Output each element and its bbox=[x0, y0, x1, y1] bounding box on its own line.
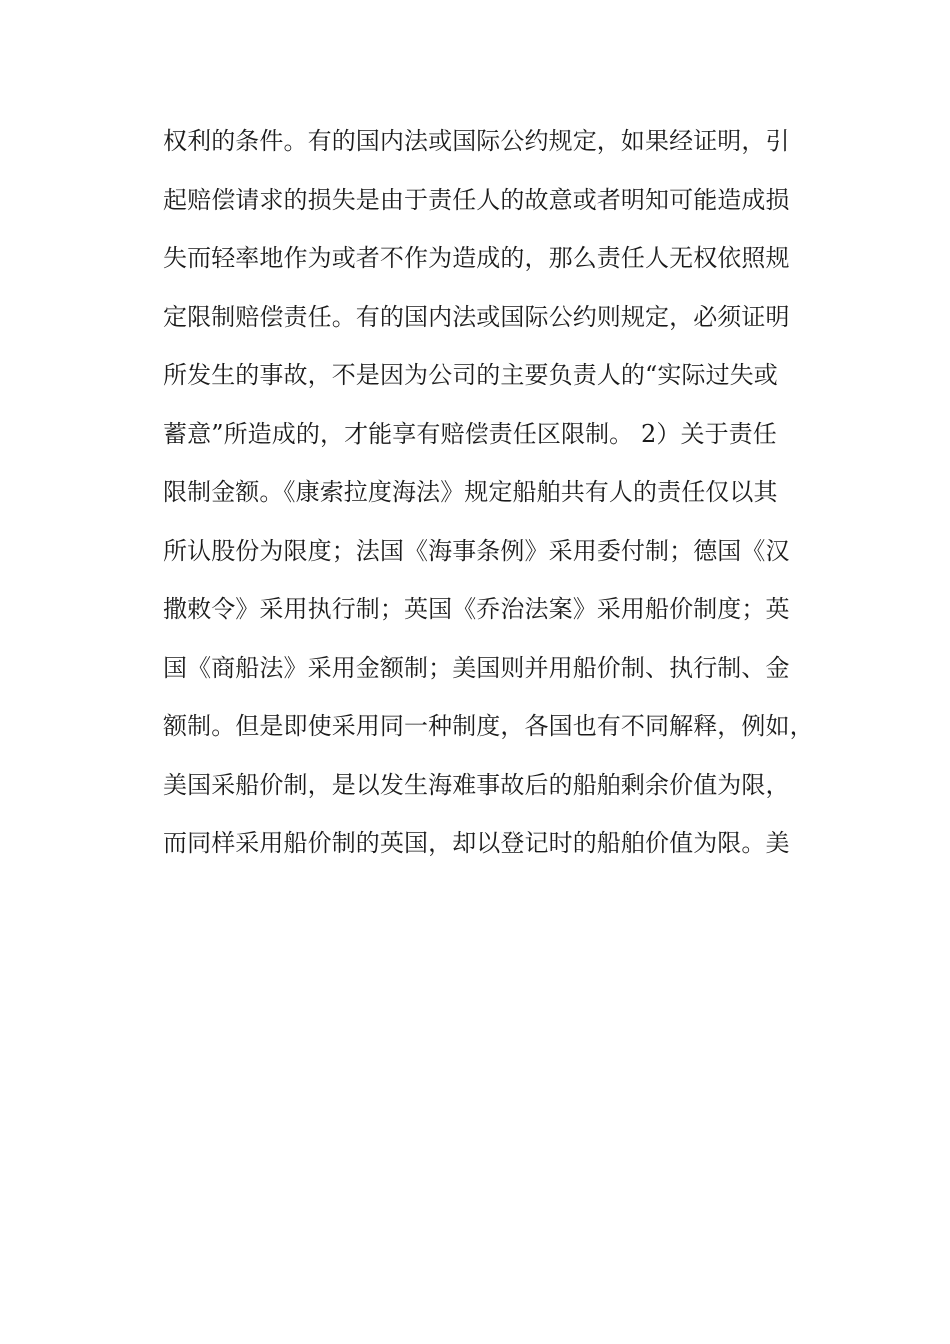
body-paragraph bbox=[163, 121, 814, 882]
text-line: 失而轻率地作为或者不作为造成的，那么责任人无权依照规 bbox=[163, 244, 790, 272]
text-line: 所发生的事故，不是因为公司的主要负责人的“实际过失或 bbox=[163, 361, 778, 389]
text-line: 权利的条件。有的国内法或国际公约规定，如果经证明，引 bbox=[163, 127, 790, 155]
text-line: 所认股份为限度；法国《海事条例》采用委付制；德国《汉 bbox=[163, 536, 790, 565]
text-line: 撒敕令》采用执行制；英国《乔治法案》采用船价制度；英 bbox=[163, 595, 790, 623]
text-line: 起赔偿请求的损失是由于责任人的故意或者明知可能造成损 bbox=[163, 185, 790, 214]
text-line: 限制金额。《康索拉度海法》规定船舶共有人的责任仅以其 bbox=[163, 478, 778, 506]
text-line: 额制。但是即使采用同一种制度，各国也有不同解释，例如， bbox=[163, 712, 814, 740]
text-line: 而同样采用船价制的英国，却以登记时的船舶价值为限。美 bbox=[163, 829, 790, 857]
text-line: 蓄意”所造成的，才能享有赔偿责任区限制。 2）关于责任 bbox=[163, 419, 777, 448]
text-line: 美国采船价制，是以发生海难事故后的船舶剩余价值为限， bbox=[163, 770, 790, 799]
text-line: 国《商船法》采用金额制；美国则并用船价制、执行制、金 bbox=[163, 653, 790, 682]
text-line: 定限制赔偿责任。有的国内法或国际公约则规定，必须证明 bbox=[163, 302, 790, 331]
